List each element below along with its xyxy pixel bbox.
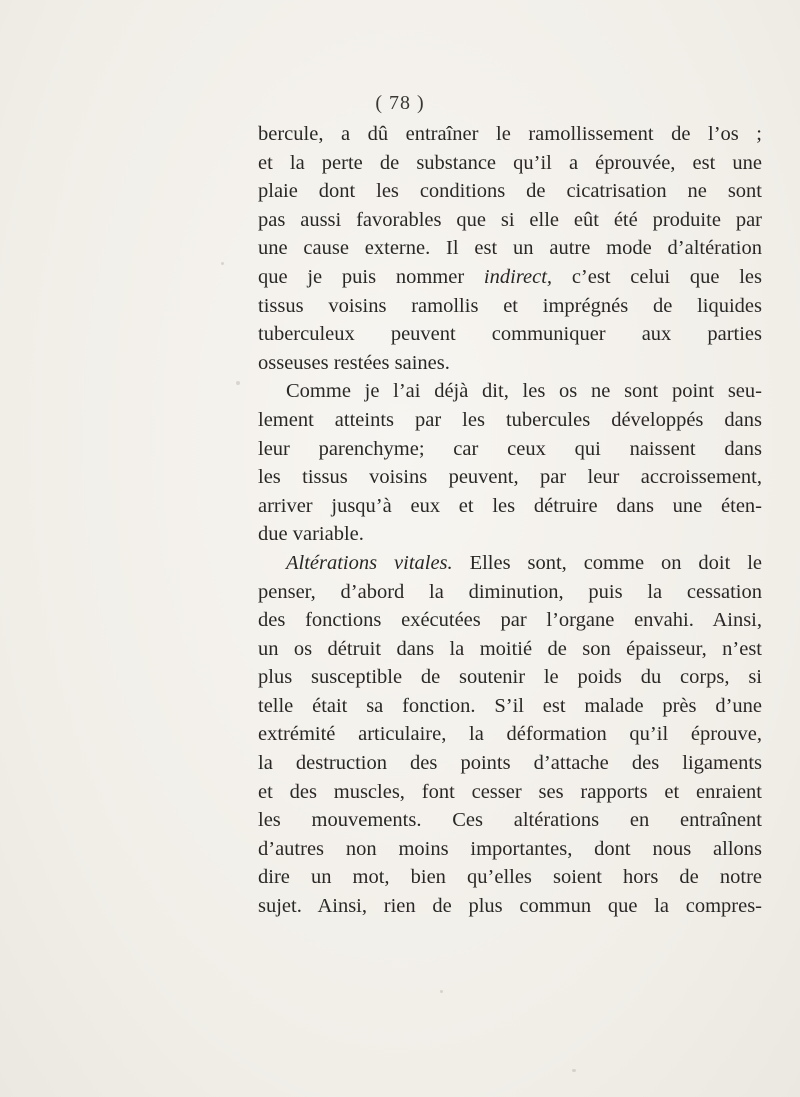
text-segment: la destruction des points d’attache des ligaments — [258, 752, 762, 775]
text-line — [258, 749, 762, 778]
page-number: ( 78 ) — [375, 92, 425, 114]
text-line — [258, 349, 762, 378]
text-line — [258, 435, 762, 464]
text-segment: Elles sont, comme on doit le — [452, 551, 762, 574]
text-segment: que je puis nommer — [258, 265, 484, 288]
text-line — [258, 406, 762, 435]
paper-speck — [236, 381, 240, 385]
paper-speck — [221, 262, 224, 265]
text-segment: bercule, a dû entraîner le ramollissement de l’os ; — [258, 123, 762, 145]
text-line — [258, 263, 762, 292]
text-line — [258, 778, 762, 807]
text-segment: Comme je l’ai déjà dit, les os ne sont point seu- — [286, 380, 762, 403]
text-segment: les tissus voisins peuvent, par leur accroissement, — [258, 466, 762, 489]
text-line — [258, 120, 762, 149]
text-line — [258, 692, 762, 721]
text-line — [258, 377, 762, 406]
text-segment: osseuses restées saines. — [258, 351, 450, 374]
text-line — [258, 492, 762, 521]
text-line — [258, 292, 762, 321]
text-line — [258, 635, 762, 664]
text-line — [258, 177, 762, 206]
text-line — [258, 578, 762, 607]
text-segment: les mouvements. Ces altérations en entraînent — [258, 809, 762, 832]
text-line — [258, 520, 762, 549]
text-line — [258, 234, 762, 263]
text-segment: dire un mot, bien qu’elles soient hors de notre — [258, 866, 762, 889]
text-segment: tuberculeux peuvent communiquer aux parties — [258, 323, 762, 346]
text-segment: telle était sa fonction. S’il est malade près d’une — [258, 694, 762, 717]
text-segment: des fonctions exécutées par l’organe envahi. Ainsi, — [258, 609, 762, 632]
text-line — [258, 806, 762, 835]
text-line — [258, 892, 762, 921]
text-line — [258, 149, 762, 178]
text-segment: plaie dont les conditions de cicatrisation ne sont — [258, 180, 762, 203]
text-line — [258, 206, 762, 235]
text-line — [258, 320, 762, 349]
text-segment: lement atteints par les tubercules développés dans — [258, 408, 762, 431]
text-segment: arriver jusqu’à eux et les détruire dans une éten- — [258, 494, 762, 517]
text-segment: sujet. Ainsi, rien de plus commun que la compres- — [258, 895, 762, 918]
text-segment: leur parenchyme; car ceux qui naissent dans — [258, 437, 762, 460]
text-segment: pas aussi favorables que si elle eût été produite par — [258, 208, 762, 231]
text-segment: d’autres non moins importantes, dont nous allons — [258, 837, 762, 860]
text-line — [258, 720, 762, 749]
text-segment: un os détruit dans la moitié de son épaisseur, n’est — [258, 637, 762, 660]
italic-text: indirect, — [483, 265, 553, 288]
text-line — [258, 863, 762, 892]
text-line — [258, 835, 762, 864]
text-line — [258, 606, 762, 635]
text-line — [258, 549, 762, 578]
text-line — [258, 663, 762, 692]
text-segment: tissus voisins ramollis et imprégnés de liquides — [258, 294, 762, 317]
text-segment: et la perte de substance qu’il a éprouvée, est une — [258, 151, 762, 174]
paper-speck — [440, 990, 443, 993]
text-segment: et des muscles, font cesser ses rapports et enraient — [258, 780, 762, 803]
text-segment: extrémité articulaire, la déformation qu’il éprouve, — [258, 723, 762, 746]
text-segment: c’est celui que les — [552, 265, 762, 288]
text-segment: penser, d’abord la diminution, puis la cessation — [258, 580, 762, 603]
text-segment: due variable. — [258, 523, 364, 546]
text-segment: plus susceptible de soutenir le poids du corps, si — [258, 666, 762, 689]
text-segment: une cause externe. Il est un autre mode d’altération — [258, 237, 762, 260]
text-line — [258, 463, 762, 492]
italic-text: Altérations vitales. — [286, 551, 453, 574]
paper-speck — [572, 1069, 576, 1072]
body-text — [258, 120, 762, 921]
